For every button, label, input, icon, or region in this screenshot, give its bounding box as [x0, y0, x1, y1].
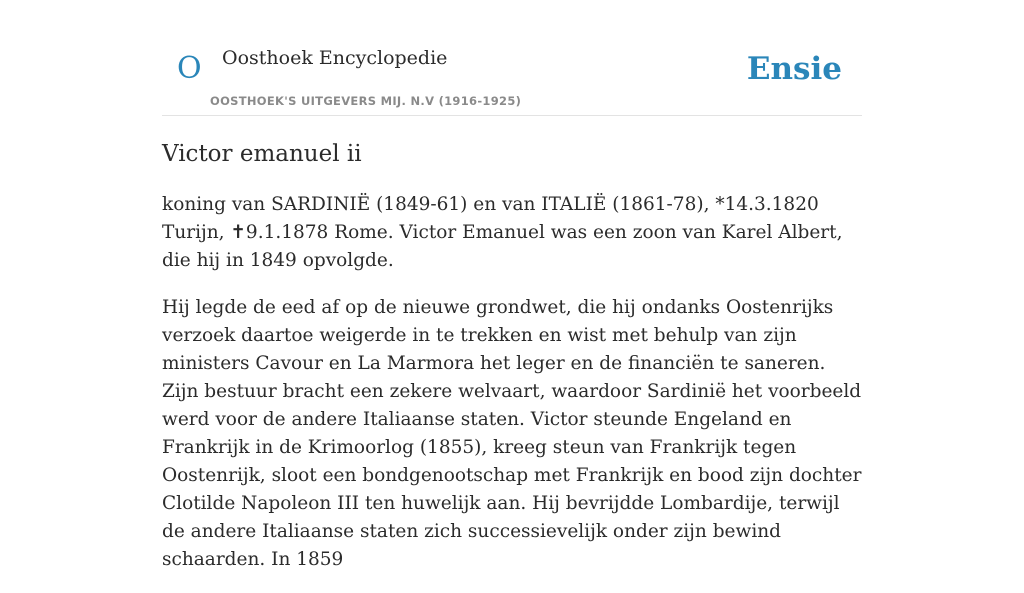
site-title[interactable]: Oosthoek Encyclopedie — [222, 47, 448, 69]
ensie-brand-link[interactable]: Ensie — [746, 51, 842, 87]
page — [162, 0, 862, 570]
encyclopedia-logo[interactable]: O — [177, 51, 202, 86]
article-paragraph: Hij legde de eed af op de nieuwe grondwet, die hij ondanks Oostenrijks verzoek daartoe weigerde in te trekken en wist met behulp van zijn ministers Cavour en La Marmora het leger en de financiën te saneren. Zijn bestuur bracht een zekere welvaart, waardoor Sardinië het voorbeeld werd voor de andere Italiaanse staten. Victor steunde Engeland en Frankrijk in de Krimoorlog (1855), kreeg steun van Frankrijk tegen Oostenrijk, sloot een bondgenootschap met Frankrijk en bood zijn dochter Clotilde Napoleon III ten huwelijk aan. Hij bevrijdde Lombardije, terwijl de andere Italiaanse staten zich successievelijk onder zijn bewind schaarden. In 1859 — [162, 297, 862, 570]
article-title: Victor emanuel ii — [162, 141, 362, 167]
publisher-label: OOSTHOEK'S UITGEVERS MIJ. N.V (1916-1925) — [210, 94, 522, 108]
site-header — [162, 0, 862, 116]
article-body — [162, 191, 862, 593]
article-paragraph: koning van SARDINIË (1849-61) en van ITALIË (1861-78), *14.3.1820 Turijn, ✝9.1.1878 Rome. Victor Emanuel was een zoon van Karel Albert, die hij in 1849 opvolgde. — [162, 194, 843, 271]
